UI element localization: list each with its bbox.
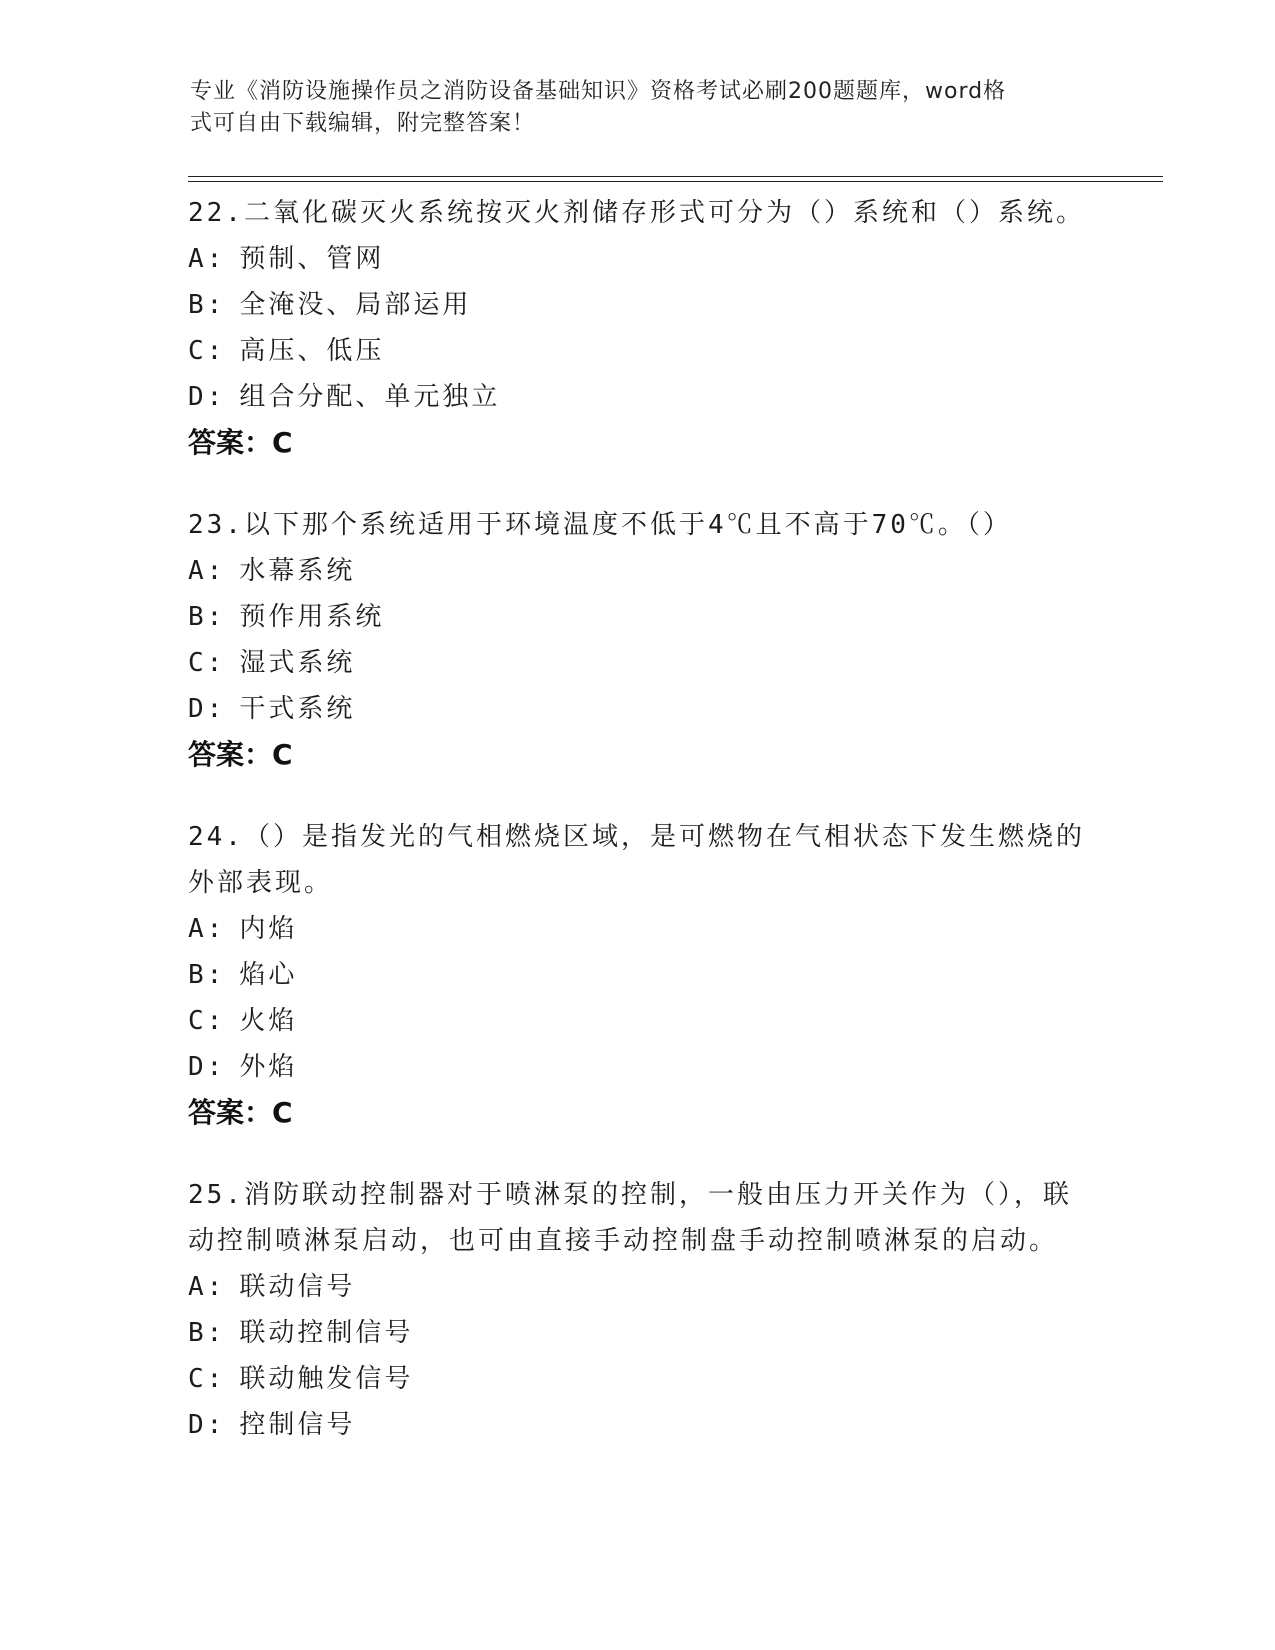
question-22 (188, 190, 1088, 466)
option-d (188, 686, 1088, 732)
document-header (190, 76, 1090, 140)
option-text: 全淹没、局部运用 (239, 290, 472, 320)
option-letter: C: (188, 1364, 226, 1394)
option-letter: B: (188, 290, 226, 320)
question-text: 22.二氧化碳灭火系统按灭火剂储存形式可分为（）系统和（）系统。 (188, 198, 1085, 228)
option-letter: C: (188, 648, 226, 678)
option-text: 联动控制信号 (239, 1318, 414, 1348)
option-c (188, 640, 1088, 686)
question-text: 24.（）是指发光的气相燃烧区域，是可燃物在气相状态下发生燃烧的外部表现。 (188, 822, 1085, 898)
question-23 (188, 502, 1088, 778)
option-letter: C: (188, 336, 226, 366)
question-text: 23.以下那个系统适用于环境温度不低于4℃且不高于70℃。（） (188, 510, 1012, 540)
option-letter: C: (188, 1006, 226, 1036)
option-a (188, 236, 1088, 282)
option-text: 预制、管网 (239, 244, 385, 274)
option-c (188, 328, 1088, 374)
header-line-2: 式可自由下载编辑，附完整答案！ (190, 111, 536, 136)
option-letter: A: (188, 1272, 226, 1302)
option-letter: D: (188, 1410, 226, 1440)
option-letter: D: (188, 1052, 226, 1082)
option-letter: B: (188, 1318, 226, 1348)
option-a (188, 906, 1088, 952)
option-b (188, 594, 1088, 640)
option-text: 外焰 (239, 1052, 298, 1082)
option-letter: D: (188, 694, 226, 724)
question-24 (188, 814, 1088, 1136)
option-b (188, 282, 1088, 328)
option-text: 高压、低压 (239, 336, 385, 366)
option-c (188, 1356, 1088, 1402)
option-text: 干式系统 (239, 694, 356, 724)
option-text: 联动触发信号 (239, 1364, 414, 1394)
option-c (188, 998, 1088, 1044)
question-25 (188, 1172, 1088, 1448)
option-text: 焰心 (239, 960, 298, 990)
option-a (188, 1264, 1088, 1310)
option-text: 控制信号 (239, 1410, 356, 1440)
option-letter: A: (188, 244, 226, 274)
option-letter: A: (188, 914, 226, 944)
answer-label: 答案：C (188, 738, 293, 771)
question-text: 25.消防联动控制器对于喷淋泵的控制，一般由压力开关作为（），联动控制喷淋泵启动，也可由直接手动控制盘手动控制喷淋泵的启动。 (188, 1180, 1072, 1256)
option-a (188, 548, 1088, 594)
option-d (188, 374, 1088, 420)
answer-label: 答案：C (188, 1096, 293, 1129)
option-b (188, 952, 1088, 998)
header-line-1: 专业《消防设施操作员之消防设备基础知识》资格考试必刷200题题库，word格 (190, 79, 1007, 104)
option-text: 火焰 (239, 1006, 298, 1036)
header-divider-bottom (188, 181, 1163, 182)
option-letter: B: (188, 960, 226, 990)
option-text: 联动信号 (239, 1272, 356, 1302)
option-b (188, 1310, 1088, 1356)
option-text: 组合分配、单元独立 (239, 382, 501, 412)
option-d (188, 1044, 1088, 1090)
option-letter: B: (188, 602, 226, 632)
option-d (188, 1402, 1088, 1448)
option-text: 湿式系统 (239, 648, 356, 678)
option-text: 预作用系统 (239, 602, 385, 632)
answer-label: 答案：C (188, 426, 293, 459)
question-list (188, 190, 1088, 1484)
option-letter: D: (188, 382, 226, 412)
option-letter: A: (188, 556, 226, 586)
option-text: 水幕系统 (239, 556, 356, 586)
header-divider-top (188, 176, 1163, 177)
option-text: 内焰 (239, 914, 298, 944)
